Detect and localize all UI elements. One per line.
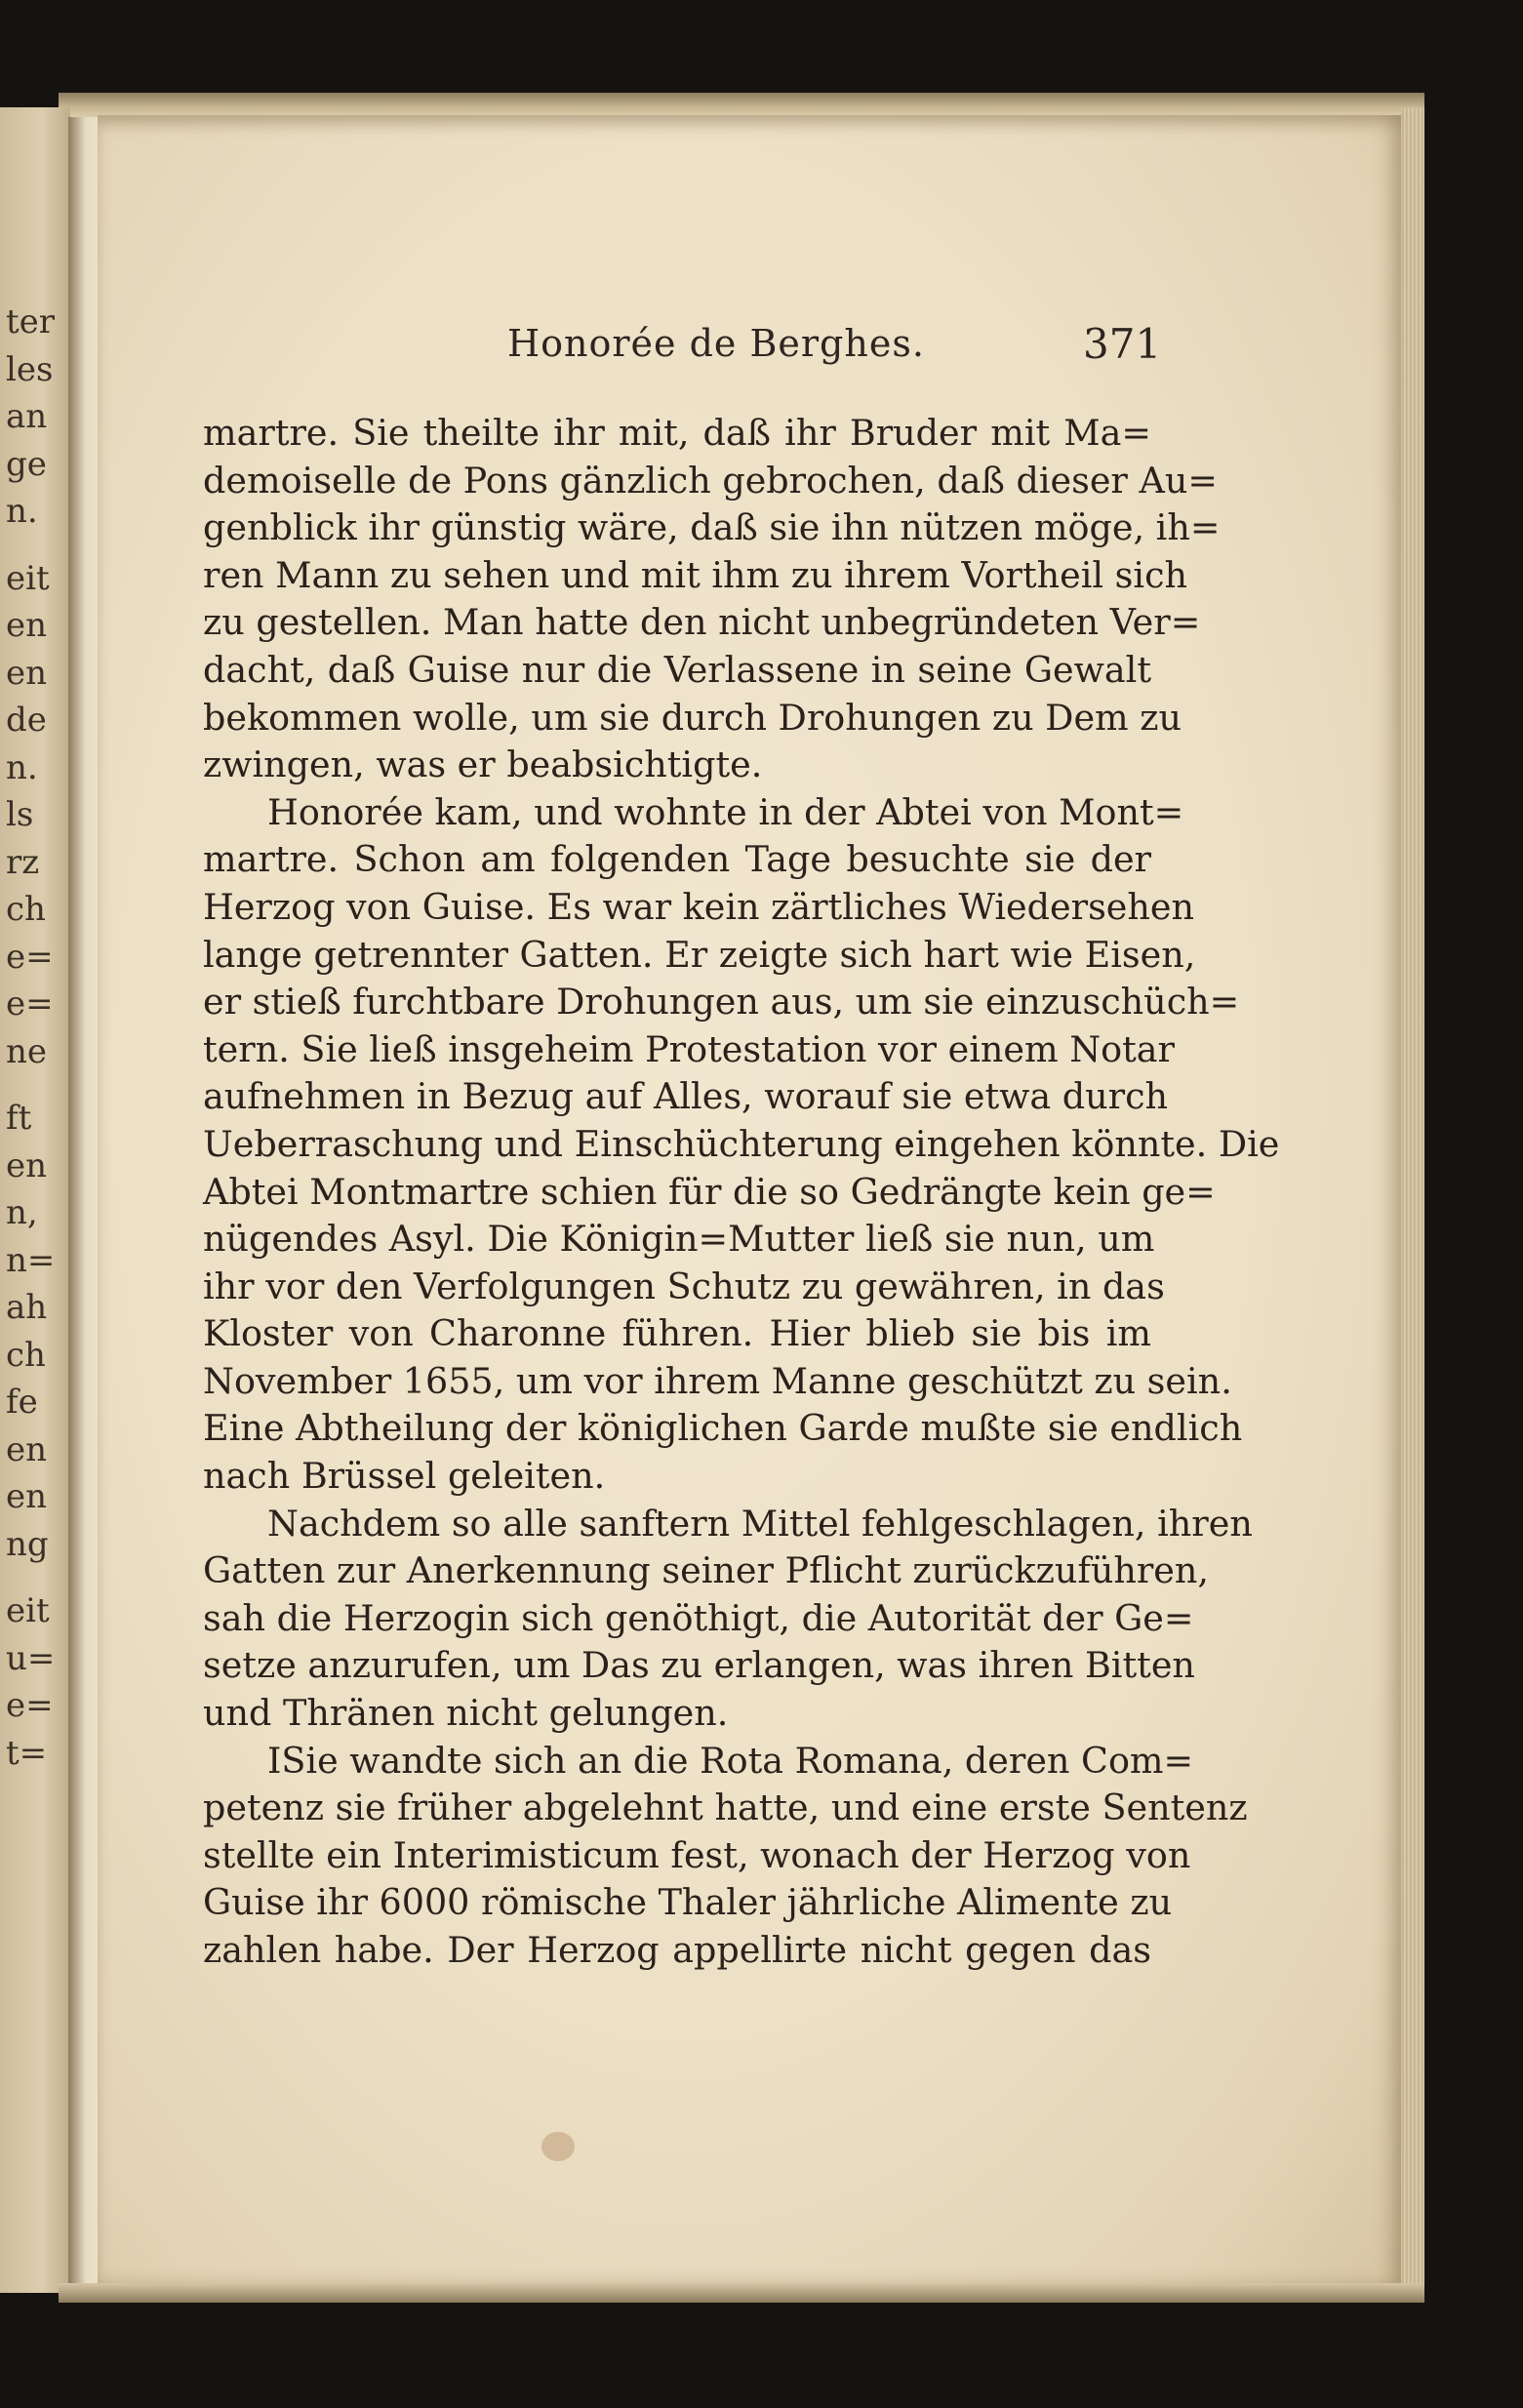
text-line: zwingen, was er beabsichtigte. — [203, 743, 763, 786]
text-line: Kloster von Charonne führen. Hier blieb sie bis im — [203, 1312, 1151, 1355]
left-page-fragment: en — [6, 606, 48, 645]
paper-stain — [541, 2132, 575, 2161]
left-page-fragment: en — [6, 1145, 48, 1185]
text-line: Honorée kam, und wohnte in der Abtei von Mont= — [267, 790, 1184, 833]
left-page-fragment: e= — [6, 1686, 54, 1725]
text-line: petenz sie früher abgelehnt hatte, und eine erste Sentenz — [203, 1786, 1248, 1829]
text-line: Eine Abtheilung der königlichen Garde mußte sie endlich — [203, 1407, 1243, 1450]
text-line: er stieß furchtbare Drohungen aus, um sie einzuschüch= — [203, 981, 1240, 1023]
text-line: martre. Schon am folgenden Tage besuchte sie der — [203, 838, 1151, 881]
text-line: ISie wandte sich an die Rota Romana, deren Com= — [267, 1739, 1194, 1782]
left-page-fragment: ls — [6, 795, 34, 834]
text-line: genblick ihr günstig wäre, daß sie ihn nützen möge, ih= — [203, 506, 1221, 549]
page-right-edge — [1401, 107, 1424, 2293]
text-line: martre. Sie theilte ihr mit, daß ihr Bruder mit Ma= — [203, 412, 1151, 454]
left-page-fragment: ch — [6, 1335, 46, 1375]
left-page-fragment: t= — [6, 1733, 48, 1773]
left-page-fragment: n. — [6, 747, 38, 787]
left-page-fragment: e= — [6, 937, 54, 977]
left-page-fragment: ah — [6, 1288, 48, 1327]
text-line: Guise ihr 6000 römische Thaler jährliche Alimente zu — [203, 1881, 1173, 1924]
left-page-fragment: ter — [6, 302, 56, 341]
left-page-fragment: rz — [6, 842, 40, 882]
left-page-fragment: eit — [6, 1591, 50, 1630]
left-page-fragment: fe — [6, 1383, 38, 1422]
text-line: Abtei Montmartre schien für die so Gedrängte kein ge= — [203, 1170, 1216, 1213]
left-page-fragment: ft — [6, 1099, 32, 1138]
left-page-fragment: n, — [6, 1193, 38, 1232]
text-line: nügendes Asyl. Die Königin=Mutter ließ sie nun, um — [203, 1218, 1155, 1261]
left-page-fragment: ge — [6, 444, 47, 484]
text-line: Nachdem so alle sanftern Mittel fehlgeschlagen, ihren — [267, 1502, 1253, 1545]
text-line: und Thränen nicht gelungen. — [203, 1692, 729, 1735]
text-line: ihr vor den Verfolgungen Schutz zu gewähren, in das — [203, 1264, 1165, 1307]
text-line: Ueberraschung und Einschüchterung eingehen könnte. Die — [203, 1122, 1280, 1165]
left-page-fragment: de — [6, 701, 47, 740]
left-page-fragment: e= — [6, 984, 54, 1023]
text-line: zu gestellen. Man hatte den nicht unbegründeten Ver= — [203, 601, 1201, 644]
left-page-fragment: an — [6, 397, 48, 436]
left-page-fragment: en — [6, 1477, 48, 1516]
left-page-fragment: en — [6, 1429, 48, 1469]
left-page-strip — [0, 107, 70, 2293]
running-head: Honorée de Berghes. — [507, 322, 925, 365]
left-page-fragment: eit — [6, 558, 50, 598]
text-line: bekommen wolle, um sie durch Drohungen zu Dem zu — [203, 696, 1182, 739]
text-line: aufnehmen in Bezug auf Alles, worauf sie etwa durch — [203, 1075, 1169, 1118]
text-line: demoiselle de Pons gänzlich gebrochen, daß dieser Au= — [203, 459, 1218, 502]
text-line: stellte ein Interimisticum fest, wonach der Herzog von — [203, 1833, 1191, 1876]
text-line: Gatten zur Anerkennung seiner Pflicht zurückzuführen, — [203, 1549, 1210, 1592]
left-page-fragment: n. — [6, 492, 38, 531]
text-line: ren Mann zu sehen und mit ihm zu ihrem Vortheil sich — [203, 553, 1188, 596]
page-number: 371 — [1083, 320, 1162, 368]
left-page-fragment: ne — [6, 1031, 48, 1071]
text-line: zahlen habe. Der Herzog appellirte nicht gegen das — [203, 1929, 1151, 1971]
left-page-fragment: ng — [6, 1524, 49, 1564]
left-page-fragment: en — [6, 653, 48, 693]
left-page-fragment: les — [6, 349, 54, 389]
text-line: sah die Herzogin sich genöthigt, die Autorität der Ge= — [203, 1596, 1194, 1639]
text-line: setze anzurufen, um Das zu erlangen, was ihren Bitten — [203, 1644, 1195, 1687]
text-line: lange getrennter Gatten. Er zeigte sich hart wie Eisen, — [203, 933, 1196, 976]
text-line: dacht, daß Guise nur die Verlassene in seine Gewalt — [203, 648, 1151, 691]
left-page-fragment: ch — [6, 890, 46, 929]
body-text — [203, 410, 1280, 1975]
page-bottom-edge — [59, 2283, 1424, 2303]
text-line: tern. Sie ließ insgeheim Protestation vor einem Notar — [203, 1027, 1175, 1070]
left-page-fragment: u= — [6, 1638, 56, 1678]
text-line: November 1655, um vor ihrem Manne geschützt zu sein. — [203, 1359, 1232, 1402]
text-line: Herzog von Guise. Es war kein zärtliches Wiedersehen — [203, 885, 1195, 928]
left-page-fragment: n= — [6, 1240, 56, 1280]
text-line: nach Brüssel geleiten. — [203, 1455, 606, 1498]
